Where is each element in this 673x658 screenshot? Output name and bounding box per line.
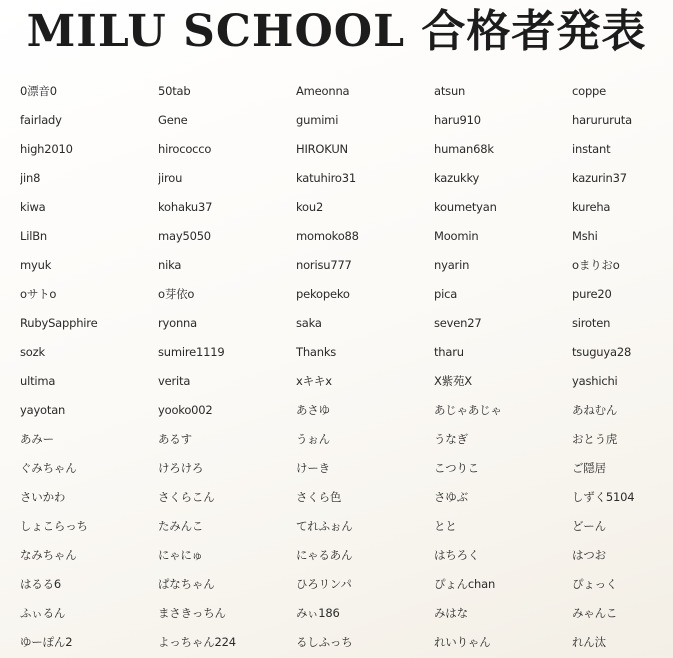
name-entry: kazukky (434, 171, 480, 185)
name-entry: kou2 (296, 200, 324, 214)
name-entry: oまりおo (572, 258, 620, 272)
name-entry: よっちゃん224 (158, 635, 236, 649)
name-entry: ryonna (158, 316, 197, 330)
name-entry: sozk (20, 345, 45, 359)
name-entry: てれふぉん (296, 519, 353, 533)
name-entry: myuk (20, 258, 52, 272)
name-entry: しょこらっち (20, 519, 88, 533)
name-entry: おとう虎 (572, 432, 618, 446)
name-entry: siroten (572, 316, 611, 330)
name-entry: Mshi (572, 229, 598, 243)
name-entry: RubySapphire (20, 316, 98, 330)
name-entry: high2010 (20, 142, 73, 156)
name-entry: oサトo (20, 287, 57, 301)
name-entry: はつお (572, 548, 606, 562)
name-entry: しずく5104 (572, 490, 635, 504)
name-entry: may5050 (158, 229, 211, 243)
name-entry: ぴょっく (572, 577, 618, 591)
name-entry: はるる6 (20, 577, 62, 591)
name-entry: Moomin (434, 229, 479, 243)
name-entry: みぃ186 (296, 606, 340, 620)
name-entry: HIROKUN (296, 142, 348, 156)
name-entry: norisu777 (296, 258, 352, 272)
name-entry: pure20 (572, 287, 612, 301)
name-entry: ふぃるん (20, 606, 66, 620)
name-entry: 0漂音0 (20, 84, 57, 98)
name-entry: tsuguya28 (572, 345, 632, 359)
name-entry: Gene (158, 113, 188, 127)
name-entry: あるす (158, 432, 192, 446)
name-entry: jirou (158, 171, 183, 185)
name-entry: sumire1119 (158, 345, 225, 359)
name-entry: kureha (572, 200, 611, 214)
name-entry: まさきっちん (158, 606, 226, 620)
name-entry: X紫苑X (434, 374, 472, 388)
name-entry: にゃるあん (296, 548, 353, 562)
name-entry: saka (296, 316, 322, 330)
name-entry: pekopeko (296, 287, 350, 301)
name-entry: けろけろ (158, 461, 204, 475)
name-entry: yayotan (20, 403, 66, 417)
name-entry: kazurin37 (572, 171, 627, 185)
name-entry: xキキx (296, 374, 332, 388)
name-entry: なみちゃん (20, 548, 77, 562)
name-entry: みゃんこ (572, 606, 618, 620)
name-entry: けーき (296, 461, 330, 475)
name-entry: yooko002 (158, 403, 213, 417)
name-entry: はちろく (434, 548, 480, 562)
name-grid (20, 78, 673, 658)
name-entry: hirococco (158, 142, 212, 156)
name-entry: Ameonna (296, 84, 350, 98)
name-entry: katuhiro31 (296, 171, 356, 185)
name-entry: うぉん (296, 432, 330, 446)
name-entry: jin8 (20, 171, 41, 185)
name-entry: あねむん (572, 403, 618, 417)
name-entry: koumetyan (434, 200, 497, 214)
name-entry: こつりこ (434, 461, 479, 475)
name-entry: fairlady (20, 113, 62, 127)
name-entry: seven27 (434, 316, 482, 330)
name-entry: とと (434, 519, 457, 533)
name-entry: haru910 (434, 113, 481, 127)
name-entry: あじゃあじゃ (434, 403, 502, 417)
name-entry: verita (158, 374, 191, 388)
name-entry: harururuta (572, 113, 632, 127)
name-entry: o芽依o (158, 287, 195, 301)
name-entry: るしふっち (296, 635, 353, 649)
name-entry: さくらこん (158, 490, 215, 504)
name-entry: gumimi (296, 113, 339, 127)
name-entry: さゆぶ (434, 490, 468, 504)
name-entry: たみんこ (158, 519, 204, 533)
name-entry: LilBn (20, 229, 47, 243)
name-entry: ぴょんchan (434, 577, 496, 591)
name-entry: ultima (20, 374, 56, 388)
name-entry: さいかわ (20, 490, 66, 504)
name-entry: pica (434, 287, 458, 301)
name-entry: あみー (20, 432, 54, 446)
name-entry: にゃにゅ (158, 548, 203, 562)
name-entry: kiwa (20, 200, 46, 214)
name-entry: ぐみちゃん (20, 461, 77, 475)
name-entry: yashichi (572, 374, 618, 388)
name-entry: ひろリンパ (296, 577, 352, 591)
name-entry: うなぎ (434, 432, 468, 446)
name-entry: ぱなちゃん (158, 577, 215, 591)
name-entry: nyarin (434, 258, 470, 272)
name-entry: Thanks (296, 345, 337, 359)
name-entry: れいりゃん (434, 635, 491, 649)
name-entry: ご隠居 (572, 461, 606, 475)
name-entry: nika (158, 258, 182, 272)
name-entry: atsun (434, 84, 466, 98)
page-title: MILU SCHOOL 合格者発表 (26, 6, 647, 57)
name-entry: momoko88 (296, 229, 359, 243)
name-entry: kohaku37 (158, 200, 213, 214)
name-entry: みはな (434, 606, 468, 620)
name-entry: human68k (434, 142, 494, 156)
name-entry: coppe (572, 84, 607, 98)
name-entry: ゆーぽん2 (20, 635, 73, 649)
name-entry: あさゆ (296, 403, 330, 417)
name-entry: instant (572, 142, 611, 156)
name-entry: どーん (572, 519, 606, 533)
name-entry: れん汰 (572, 635, 606, 649)
name-entry: 50tab (158, 84, 191, 98)
name-entry: さくら色 (296, 490, 342, 504)
name-entry: tharu (434, 345, 464, 359)
